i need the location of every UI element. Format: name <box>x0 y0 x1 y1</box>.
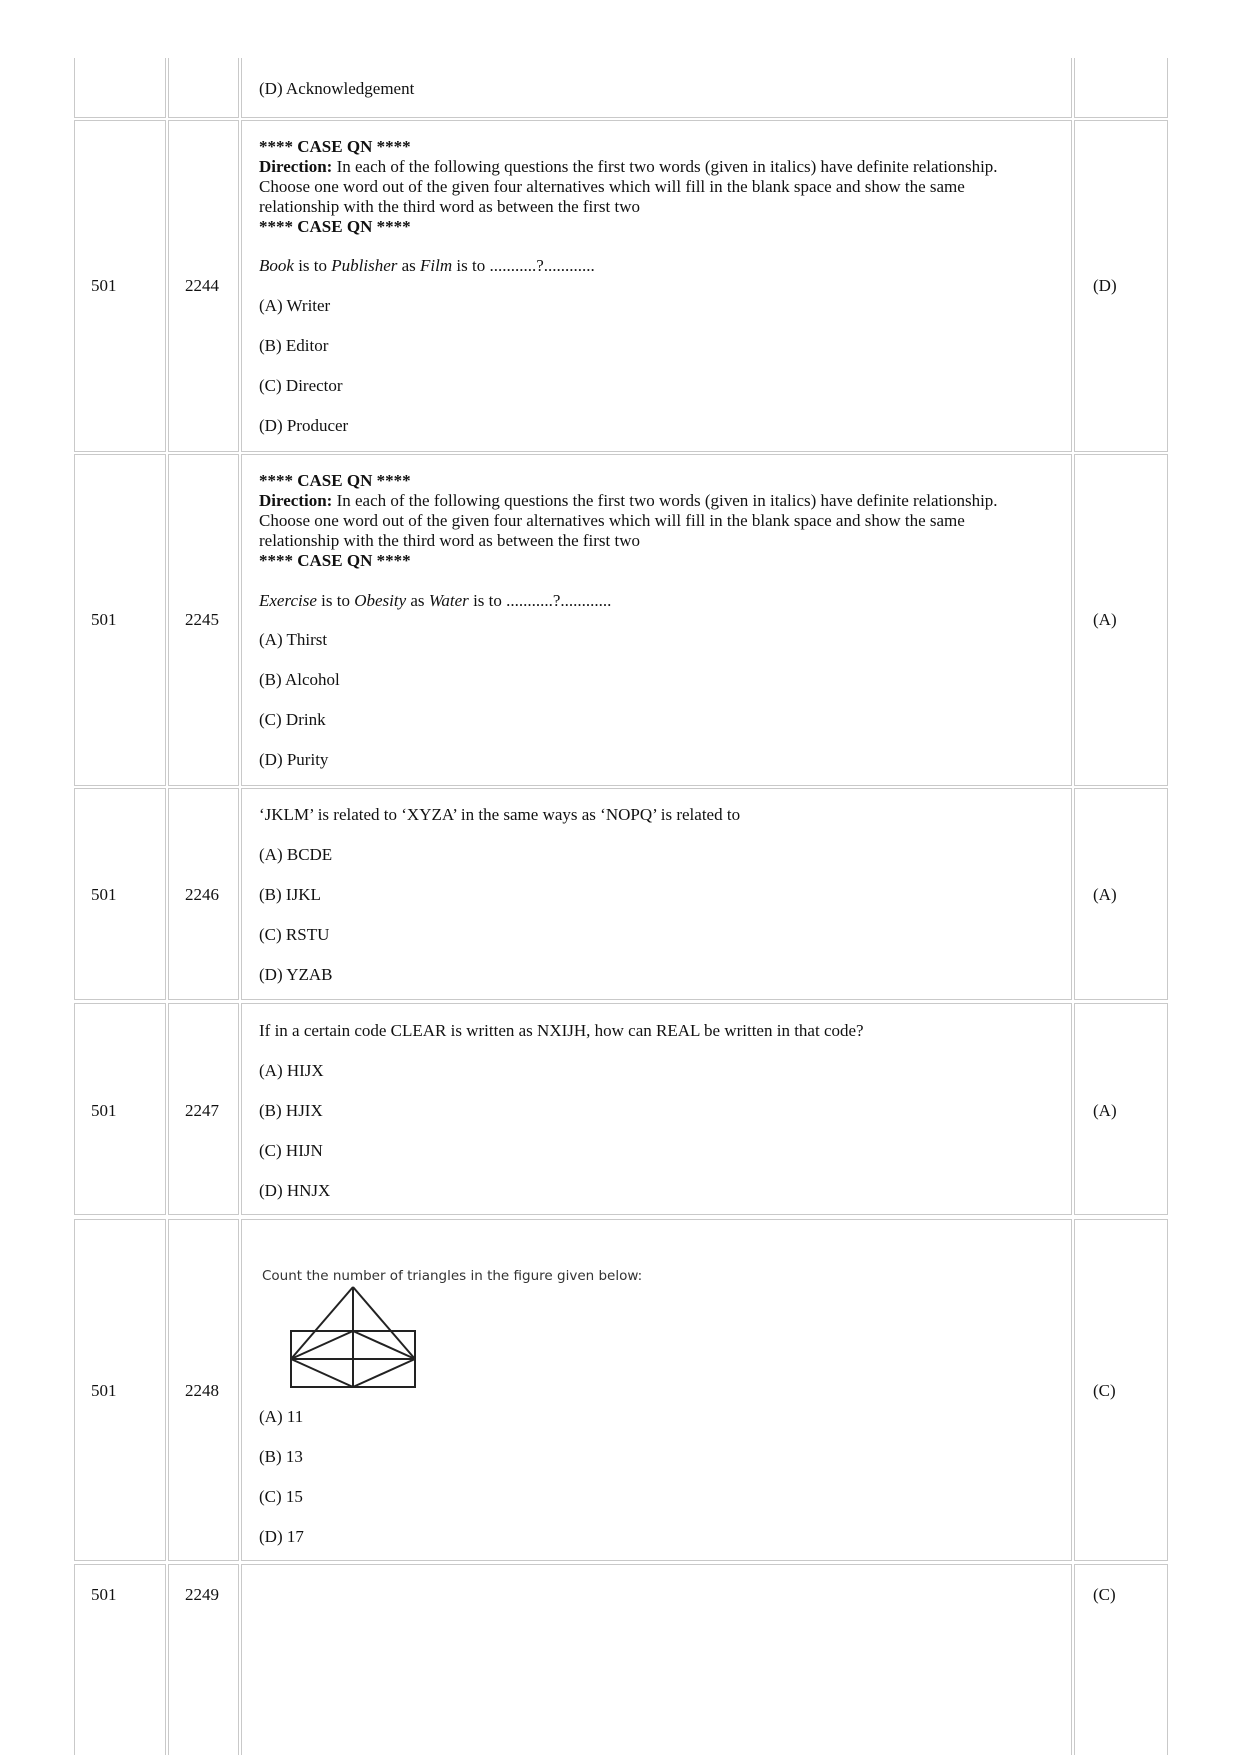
stem-text: as <box>406 591 429 610</box>
direction-line: relationship with the third word as between the first two <box>259 197 640 216</box>
stem-word: Book <box>259 256 294 275</box>
table-row <box>1074 120 1168 452</box>
table-row <box>1074 1564 1168 1755</box>
serial-number: 501 <box>91 610 117 629</box>
question-stem <box>259 256 595 276</box>
option-a: (A) BCDE <box>259 845 333 864</box>
table-row <box>74 1003 166 1215</box>
serial-number: 501 <box>91 1101 117 1120</box>
direction-label: Direction: <box>259 491 333 510</box>
direction-line <box>259 491 998 511</box>
table-row <box>74 454 166 786</box>
option-a: (A) Thirst <box>259 630 328 649</box>
question-id: 2248 <box>185 1381 219 1400</box>
serial-number: 501 <box>91 276 117 295</box>
case-marker: **** CASE QN **** <box>259 217 411 236</box>
option-d: (D) Acknowledgement <box>259 79 415 98</box>
question-id: 2246 <box>185 885 219 904</box>
stem-text: as <box>397 256 421 275</box>
table-row <box>74 58 166 118</box>
direction-line: Choose one word out of the given four alternatives which will fill in the blank space and show the same <box>259 177 965 196</box>
option-d: (D) 17 <box>259 1527 304 1546</box>
question-id: 2244 <box>185 276 219 295</box>
table-row <box>1074 454 1168 786</box>
answer: (A) <box>1093 1101 1117 1120</box>
stem-word: Film <box>420 256 453 275</box>
stem-text: is to <box>316 591 355 610</box>
stem-text: is to ...........?............ <box>468 591 612 610</box>
table-row <box>1074 1219 1168 1561</box>
question-id: 2245 <box>185 610 219 629</box>
option-c: (C) 15 <box>259 1487 303 1506</box>
triangle-figure <box>285 1285 421 1391</box>
question-stem <box>259 591 611 611</box>
serial-number: 501 <box>91 885 117 904</box>
answer: (A) <box>1093 610 1117 629</box>
direction-text: In each of the following questions the first two words (given in italics) have definite relationship. <box>332 491 998 510</box>
case-marker: **** CASE QN **** <box>259 471 411 490</box>
table-row <box>74 788 166 1000</box>
option-a: (A) HIJX <box>259 1061 324 1080</box>
stem-word: Obesity <box>354 591 407 610</box>
option-c: (C) HIJN <box>259 1141 323 1160</box>
table-row <box>74 1219 166 1561</box>
stem-word: Publisher <box>331 256 398 275</box>
option-b: (B) 13 <box>259 1447 303 1466</box>
answer: (C) <box>1093 1585 1116 1604</box>
option-d: (D) YZAB <box>259 965 333 984</box>
option-d: (D) Producer <box>259 416 349 435</box>
table-row <box>74 120 166 452</box>
question-text: ‘JKLM’ is related to ‘XYZA’ in the same ways as ‘NOPQ’ is related to <box>259 805 741 824</box>
table-row <box>1074 1003 1168 1215</box>
case-marker: **** CASE QN **** <box>259 551 411 570</box>
direction-line: Choose one word out of the given four alternatives which will fill in the blank space and show the same <box>259 511 965 530</box>
table-row <box>168 58 239 118</box>
option-c: (C) Director <box>259 376 343 395</box>
direction-line <box>259 157 998 177</box>
direction-text: In each of the following questions the first two words (given in italics) have definite relationship. <box>332 157 998 176</box>
serial-number: 501 <box>91 1381 117 1400</box>
answer: (C) <box>1093 1381 1116 1400</box>
option-d: (D) HNJX <box>259 1181 331 1200</box>
answer: (D) <box>1093 276 1117 295</box>
option-a: (A) 11 <box>259 1407 304 1426</box>
option-a: (A) Writer <box>259 296 331 315</box>
option-b: (B) IJKL <box>259 885 321 904</box>
answer: (A) <box>1093 885 1117 904</box>
option-d: (D) Purity <box>259 750 329 769</box>
table-row <box>241 1564 1072 1755</box>
direction-label: Direction: <box>259 157 333 176</box>
question-id: 2249 <box>185 1585 219 1604</box>
stem-word: Water <box>428 591 469 610</box>
case-marker: **** CASE QN **** <box>259 137 411 156</box>
question-text: If in a certain code CLEAR is written as NXIJH, how can REAL be written in that code? <box>259 1021 864 1040</box>
table-row <box>1074 58 1168 118</box>
option-b: (B) HJIX <box>259 1101 323 1120</box>
option-c: (C) Drink <box>259 710 326 729</box>
stem-word: Exercise <box>259 591 317 610</box>
direction-line: relationship with the third word as between the first two <box>259 531 640 550</box>
option-b: (B) Editor <box>259 336 329 355</box>
option-c: (C) RSTU <box>259 925 330 944</box>
option-b: (B) Alcohol <box>259 670 340 689</box>
serial-number: 501 <box>91 1585 117 1604</box>
table-row <box>74 1564 166 1755</box>
stem-text: is to <box>293 256 332 275</box>
question-id: 2247 <box>185 1101 219 1120</box>
stem-text: is to ...........?............ <box>452 256 595 275</box>
table-row <box>1074 788 1168 1000</box>
figure-caption: Count the number of triangles in the figure given below: <box>262 1268 643 1284</box>
